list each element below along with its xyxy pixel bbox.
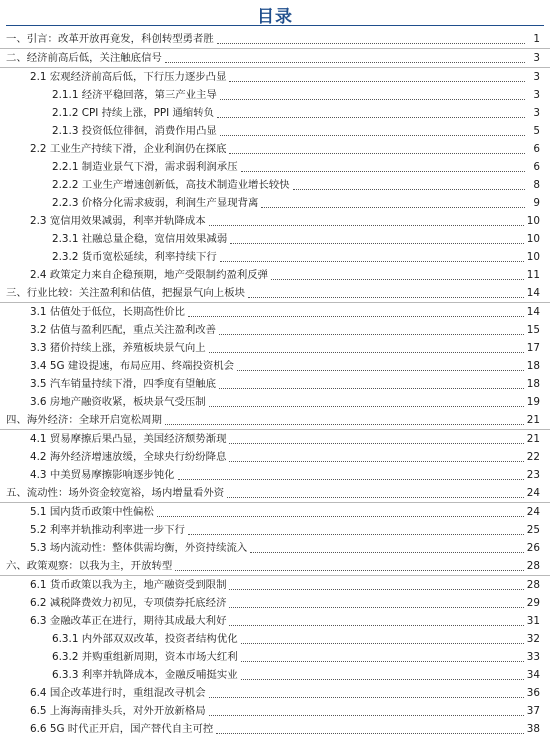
- dot-leader: [229, 443, 523, 444]
- toc-page-number[interactable]: 26: [526, 542, 540, 554]
- toc-entry[interactable]: [0, 648, 550, 666]
- toc-entry[interactable]: [0, 448, 550, 466]
- toc-page-number[interactable]: 28: [526, 579, 540, 591]
- toc-page-number[interactable]: 10: [526, 215, 540, 227]
- toc-entry-text[interactable]: 2.3.1 社融总量企稳，宽信用效果减弱: [52, 233, 228, 245]
- toc-page-number[interactable]: 5: [533, 125, 540, 137]
- toc-entry-text[interactable]: 5.3 场内流动性：整体供需均衡，外资持续流入: [30, 542, 248, 554]
- toc-entry-text[interactable]: 4.1 贸易摩擦后果凸显，美国经济颓势渐现: [30, 433, 227, 445]
- toc-entry[interactable]: [0, 484, 550, 503]
- toc-page-number[interactable]: 31: [526, 615, 540, 627]
- toc-entry-text[interactable]: 五、流动性：场外资金较宽裕，场内增量看外资: [6, 487, 225, 499]
- toc-entry-text[interactable]: 四、海外经济：全球开启宽松周期: [6, 414, 162, 426]
- toc-page-number[interactable]: 11: [526, 269, 540, 281]
- dot-leader: [248, 297, 524, 298]
- dot-leader: [178, 479, 524, 480]
- toc-entry[interactable]: [0, 86, 550, 104]
- toc-page-number[interactable]: 10: [526, 233, 540, 245]
- table-of-contents: [0, 30, 550, 738]
- toc-entry-text[interactable]: 4.2 海外经济增速放缓，全球央行纷纷降息: [30, 451, 227, 463]
- toc-page-number[interactable]: 6: [533, 161, 540, 173]
- toc-entry[interactable]: [0, 68, 550, 86]
- toc-page-number[interactable]: 22: [526, 451, 540, 463]
- toc-page-number[interactable]: 32: [526, 633, 540, 645]
- toc-entry-text[interactable]: 2.1.3 投资低位徘徊，消费作用凸显: [52, 125, 217, 137]
- toc-entry[interactable]: [0, 594, 550, 612]
- dot-leader: [237, 370, 524, 371]
- toc-entry[interactable]: [0, 666, 550, 684]
- dot-leader: [165, 424, 524, 425]
- dot-leader: [209, 225, 524, 226]
- dot-leader: [220, 261, 524, 262]
- toc-page-number[interactable]: 23: [526, 469, 540, 481]
- toc-entry-text[interactable]: 三、行业比较：关注盈利和估值，把握景气向上板块: [6, 287, 245, 299]
- dot-leader: [209, 715, 524, 716]
- toc-entry[interactable]: [0, 140, 550, 158]
- toc-page-number[interactable]: 24: [526, 506, 540, 518]
- dot-leader: [250, 552, 524, 553]
- toc-page-number[interactable]: 3: [533, 89, 540, 101]
- toc-entry-text[interactable]: 2.1.2 CPI 持续上涨，PPI 通缩转负: [52, 107, 215, 119]
- toc-page-number[interactable]: 17: [526, 342, 540, 354]
- dot-leader: [229, 625, 523, 626]
- toc-entry-text[interactable]: 5.1 国内货币政策中性偏松: [30, 506, 154, 518]
- dot-leader: [229, 589, 523, 590]
- toc-page-number[interactable]: 15: [526, 324, 540, 336]
- dot-leader: [175, 570, 524, 571]
- toc-entry-text[interactable]: 二、经济前高后低，关注触底信号: [6, 52, 162, 64]
- toc-entry-text[interactable]: 2.2.3 价格分化需求疲弱，利润生产显现背离: [52, 197, 259, 209]
- toc-entry[interactable]: [0, 194, 550, 212]
- toc-title: 目录: [257, 7, 293, 27]
- dot-leader: [241, 171, 525, 172]
- toc-entry-text[interactable]: 6.5 上海海南排头兵，对外开放新格局: [30, 705, 206, 717]
- toc-entry[interactable]: [0, 30, 550, 49]
- dot-leader: [293, 189, 525, 190]
- toc-entry-text[interactable]: 六、政策观察：以我为主，开放转型: [6, 560, 173, 572]
- dot-leader: [230, 243, 524, 244]
- dot-leader: [229, 81, 525, 82]
- toc-entry-text[interactable]: 6.4 国企改革进行时，重组混改寻机会: [30, 687, 206, 699]
- dot-leader: [229, 461, 523, 462]
- toc-entry[interactable]: [0, 230, 550, 248]
- toc-entry-text[interactable]: 6.3.3 利率并轨降成本，金融反哺挺实业: [52, 669, 238, 681]
- toc-entry[interactable]: [0, 702, 550, 720]
- toc-entry-text[interactable]: 2.1 宏观经济前高后低，下行压力逐步凸显: [30, 71, 227, 83]
- toc-entry-text[interactable]: 6.2 减税降费效力初见，专项债券托底经济: [30, 597, 227, 609]
- toc-page-number[interactable]: 19: [526, 396, 540, 408]
- toc-page-number[interactable]: 28: [526, 560, 540, 572]
- toc-entry[interactable]: [0, 411, 550, 430]
- toc-entry[interactable]: [0, 576, 550, 594]
- toc-entry[interactable]: [0, 212, 550, 230]
- toc-entry-text[interactable]: 2.2.2 工业生产增速创新低，高技术制造业增长较快: [52, 179, 290, 191]
- toc-page-number[interactable]: 18: [526, 360, 540, 372]
- toc-entry-text[interactable]: 3.2 估值与盈利匹配，重点关注盈利改善: [30, 324, 217, 336]
- toc-entry[interactable]: [0, 466, 550, 484]
- toc-entry[interactable]: [0, 339, 550, 357]
- toc-page-number[interactable]: 18: [526, 378, 540, 390]
- dot-leader: [219, 334, 524, 335]
- dot-leader: [229, 153, 525, 154]
- dot-leader: [157, 516, 524, 517]
- toc-entry-text[interactable]: 5.2 利率并轨推动利率进一步下行: [30, 524, 185, 536]
- toc-entry[interactable]: [0, 248, 550, 266]
- dot-leader: [165, 62, 525, 63]
- toc-entry[interactable]: [0, 684, 550, 702]
- dot-leader: [220, 99, 525, 100]
- toc-entry[interactable]: [0, 630, 550, 648]
- dot-leader: [209, 697, 524, 698]
- dot-leader: [209, 406, 524, 407]
- dot-leader: [261, 207, 525, 208]
- toc-entry[interactable]: [0, 720, 550, 738]
- toc-entry[interactable]: [0, 176, 550, 194]
- toc-entry-text[interactable]: 6.3.1 内外部双双改革，投资者结构优化: [52, 633, 238, 645]
- toc-entry-text[interactable]: 2.2.1 制造业景气下滑，需求弱利润承压: [52, 161, 238, 173]
- toc-entry-text[interactable]: 3.4 5G 建设提速，布局应用、终端投资机会: [30, 360, 235, 372]
- toc-entry-text[interactable]: 6.1 货币政策以我为主，地产融资受到限制: [30, 579, 227, 591]
- title-divider: [6, 25, 544, 26]
- toc-page-number[interactable]: 3: [533, 52, 540, 64]
- toc-entry[interactable]: [0, 612, 550, 630]
- toc-page-number[interactable]: 37: [526, 705, 540, 717]
- dot-leader: [220, 135, 525, 136]
- toc-entry-text[interactable]: 2.1.1 经济平稳回落，第三产业主导: [52, 89, 217, 101]
- toc-page-number[interactable]: 36: [526, 687, 540, 699]
- toc-entry-text[interactable]: 6.3.2 并购重组新周期，资本市场大红利: [52, 651, 238, 663]
- toc-page-number[interactable]: 1: [533, 33, 540, 45]
- toc-entry-text[interactable]: 6.3 金融改革正在进行，期待其成最大利好: [30, 615, 227, 627]
- toc-page-number[interactable]: 21: [526, 433, 540, 445]
- toc-page-number[interactable]: 9: [533, 197, 540, 209]
- toc-entry-text[interactable]: 2.2 工业生产持续下滑，企业利润仍在探底: [30, 143, 227, 155]
- toc-entry[interactable]: [0, 503, 550, 521]
- toc-entry-text[interactable]: 2.3.2 货币宽松延续，利率持续下行: [52, 251, 217, 263]
- dot-leader: [209, 352, 524, 353]
- toc-page-number[interactable]: 33: [526, 651, 540, 663]
- dot-leader: [241, 643, 524, 644]
- toc-entry[interactable]: [0, 284, 550, 303]
- dot-leader: [241, 661, 524, 662]
- toc-entry[interactable]: [0, 104, 550, 122]
- dot-leader: [241, 679, 524, 680]
- toc-entry[interactable]: [0, 158, 550, 176]
- toc-page-number[interactable]: 3: [533, 107, 540, 119]
- toc-page-number[interactable]: 21: [526, 414, 540, 426]
- toc-entry[interactable]: [0, 49, 550, 68]
- toc-entry[interactable]: [0, 393, 550, 411]
- toc-page-number[interactable]: 10: [526, 251, 540, 263]
- toc-entry[interactable]: [0, 557, 550, 576]
- dot-leader: [217, 117, 525, 118]
- toc-entry[interactable]: [0, 303, 550, 321]
- toc-entry[interactable]: [0, 122, 550, 140]
- toc-entry[interactable]: [0, 430, 550, 448]
- dot-leader: [229, 607, 523, 608]
- toc-entry-text[interactable]: 4.3 中美贸易摩擦影响逐步钝化: [30, 469, 175, 481]
- toc-entry-text[interactable]: 3.1 估值处于低位，长期高性价比: [30, 306, 185, 318]
- toc-entry[interactable]: [0, 375, 550, 393]
- dot-leader: [217, 43, 525, 44]
- toc-page-number[interactable]: 8: [533, 179, 540, 191]
- toc-entry-text[interactable]: 3.5 汽车销量持续下滑，四季度有望触底: [30, 378, 217, 390]
- toc-page-number[interactable]: 14: [526, 287, 540, 299]
- toc-entry[interactable]: [0, 266, 550, 284]
- toc-entry-text[interactable]: 2.4 政策定力来自企稳预期，地产受限制约盈利反弹: [30, 269, 269, 281]
- toc-page-number[interactable]: 25: [526, 524, 540, 536]
- dot-leader: [188, 534, 524, 535]
- toc-page-number[interactable]: 34: [526, 669, 540, 681]
- toc-entry-text[interactable]: 3.3 猪价持续上涨，养殖板块景气向上: [30, 342, 206, 354]
- dot-leader: [271, 279, 524, 280]
- toc-entry-text[interactable]: 2.3 宽信用效果减弱，利率并轨降成本: [30, 215, 206, 227]
- toc-entry-text[interactable]: 6.6 5G 时代正开启，国产替代自主可控: [30, 723, 214, 735]
- toc-page-number[interactable]: 6: [533, 143, 540, 155]
- toc-page-number[interactable]: 14: [526, 306, 540, 318]
- toc-page-number[interactable]: 38: [526, 723, 540, 735]
- toc-entry[interactable]: [0, 539, 550, 557]
- dot-leader: [219, 388, 524, 389]
- toc-entry[interactable]: [0, 521, 550, 539]
- toc-page-number[interactable]: 24: [526, 487, 540, 499]
- toc-entry-text[interactable]: 一、引言：改革开放再竟发，科创转型勇者胜: [6, 33, 214, 45]
- dot-leader: [188, 316, 524, 317]
- toc-entry[interactable]: [0, 321, 550, 339]
- toc-page-number[interactable]: 3: [533, 71, 540, 83]
- dot-leader: [227, 497, 524, 498]
- toc-entry-text[interactable]: 3.6 房地产融资收紧，板块景气受压制: [30, 396, 206, 408]
- dot-leader: [216, 733, 524, 734]
- toc-entry[interactable]: [0, 357, 550, 375]
- toc-page-number[interactable]: 29: [526, 597, 540, 609]
